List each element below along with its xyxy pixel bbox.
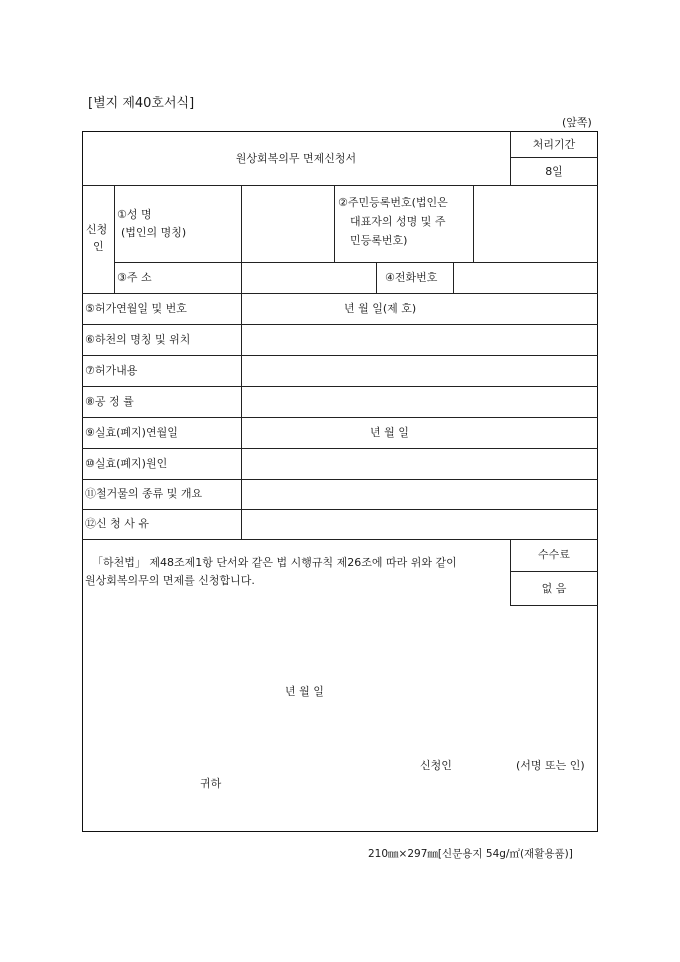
phone-label: ④전화번호: [385, 271, 438, 284]
reason-label: ⑫신 청 사 유: [85, 517, 149, 530]
progress-label: ⑧공 정 률: [85, 395, 134, 408]
expiry-cause-field[interactable]: [242, 449, 598, 479]
permit-content-field[interactable]: [242, 356, 598, 386]
name-label: ①성 명: [117, 208, 152, 221]
application-date[interactable]: 년 월 일: [285, 685, 324, 698]
permit-date-value[interactable]: 년 월 일(제 호): [344, 302, 417, 315]
progress-field[interactable]: [242, 387, 598, 417]
signature-note: (서명 또는 인): [516, 759, 585, 772]
id-number-label-3: 민등록번호): [350, 234, 408, 247]
id-number-label-2: 대표자의 성명 및 주: [350, 215, 446, 228]
processing-period-value: 8일: [545, 165, 563, 178]
permit-content-label: ⑦허가내용: [85, 364, 138, 377]
fee-label: 수수료: [538, 548, 570, 561]
phone-field[interactable]: [454, 263, 598, 293]
applicant-section-label-2: 인: [93, 240, 104, 253]
reason-field[interactable]: [242, 510, 598, 539]
removal-overview-field[interactable]: [242, 480, 598, 509]
form-title: 원상회복의무 면제신청서: [235, 152, 357, 165]
id-number-label: ②주민등록번호(법인은: [338, 196, 448, 209]
name-sublabel: (법인의 명칭): [121, 226, 187, 239]
addressee-label: 귀하: [200, 777, 222, 790]
river-label: ⑥하천의 명칭 및 위치: [85, 333, 191, 346]
expiry-date-label: ⑨실효(폐지)연월일: [85, 426, 178, 439]
form-label: [별지 제40호서식]: [88, 96, 195, 111]
expiry-cause-label: ⑩실효(폐지)원인: [85, 457, 168, 470]
page-side-label: (앞쪽): [562, 116, 592, 129]
applicant-signature-label: 신청인: [420, 759, 452, 772]
processing-period-label: 처리기간: [532, 138, 576, 151]
permit-date-label: ⑤허가연월일 및 번호: [85, 302, 187, 315]
fee-value: 없 음: [541, 582, 567, 595]
statement-line-1: 「하천법」 제48조제1항 단서와 같은 법 시행규칙 제26조에 따라 위와 같이: [92, 556, 457, 569]
statement-line-2: 원상회복의무의 면제를 신청합니다.: [85, 574, 255, 587]
expiry-date-value[interactable]: 년 월 일: [370, 426, 409, 439]
applicant-section-label: 신청: [86, 223, 108, 236]
river-field[interactable]: [242, 325, 598, 355]
removal-overview-label: ⑪철거물의 종류 및 개요: [85, 487, 203, 500]
address-label: ③주 소: [117, 271, 152, 284]
address-field[interactable]: [242, 263, 376, 293]
paper-spec: 210㎜×297㎜[신문용지 54g/㎡(재활용품)]: [368, 848, 573, 860]
name-field[interactable]: [242, 186, 334, 262]
id-number-field[interactable]: [474, 186, 598, 262]
